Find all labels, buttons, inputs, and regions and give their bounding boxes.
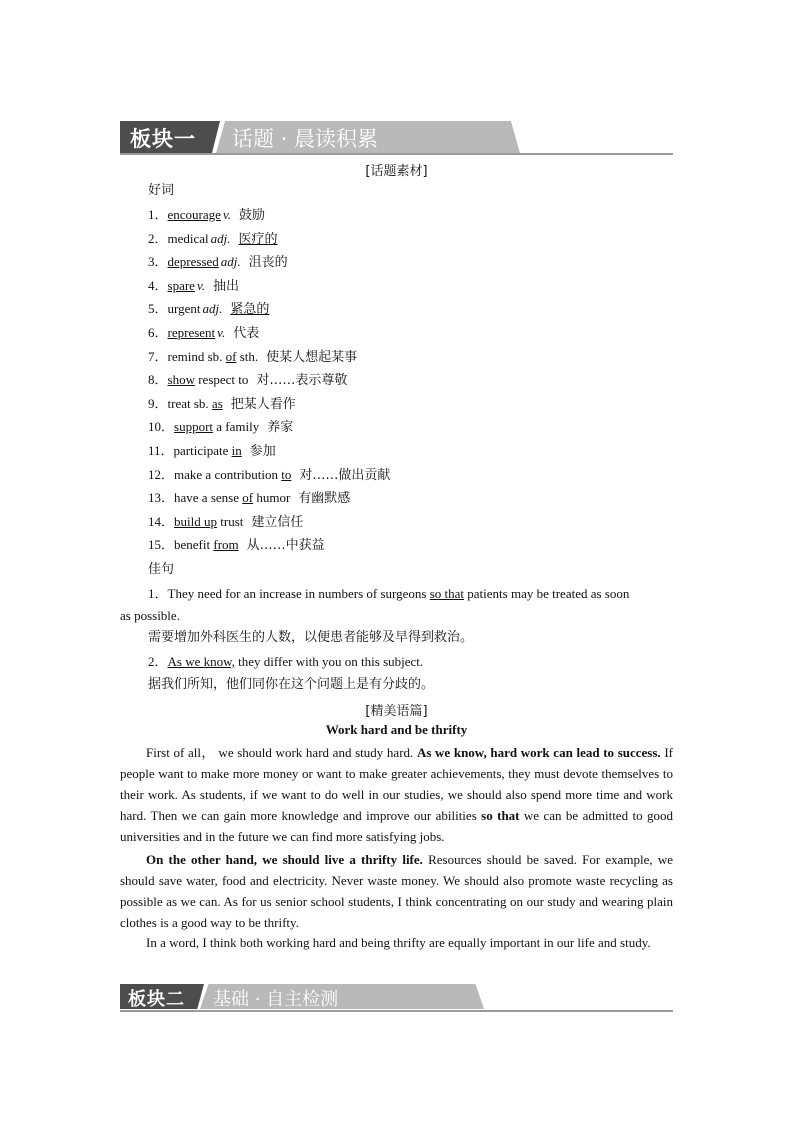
- phrase-text: humor: [253, 490, 291, 506]
- word-number: 9．: [148, 395, 168, 411]
- word-number: 3．: [148, 254, 168, 270]
- phrase-key-word: build up: [174, 513, 217, 529]
- sentence-2-translation: 据我们所知，他们同你在这个问题上是有分歧的。: [148, 677, 435, 692]
- word-chinese: 沮丧的: [248, 255, 288, 271]
- word-english: urgent: [167, 301, 201, 317]
- word-item: [148, 253, 288, 272]
- word-chinese: 鼓励: [239, 208, 266, 223]
- word-english: depressed: [167, 254, 219, 270]
- sentence-1: [148, 585, 673, 603]
- phrase-text: remind sb.: [167, 348, 226, 364]
- word-chinese: 抽出: [213, 278, 240, 294]
- word-item: [148, 300, 269, 319]
- sentence-key-phrase: As we know,: [167, 654, 235, 669]
- essay-text: Resources should be saved. For example, we should save water, food and electricity. Never waste money. We should also promote waste recycling as possible as we can. As for us senior school students, I think concentrating on our study and wearing plain clothes is a good way to be thrifty.: [120, 852, 673, 930]
- essay-text: we can be admitted to good universities and in the future we can find more satisfying jobs.: [120, 808, 673, 844]
- essay-key-phrase: so that: [481, 808, 520, 823]
- sentence-2: [148, 653, 423, 671]
- word-english: medical: [167, 230, 209, 246]
- section-label: 板块一: [130, 127, 196, 151]
- banner-rule: [120, 153, 673, 155]
- phrase-text: respect to: [194, 372, 249, 388]
- essay-paragraph-2: [120, 849, 673, 933]
- sentence-number: 2．: [148, 654, 168, 669]
- word-item: [148, 536, 325, 555]
- word-pos: v.: [217, 325, 226, 340]
- essay-text: If people want to make more money or want to make greater achievements, they must devote themselves to their work. As students, if we want to do well in our studies, we should also spend more time and work hard. Then we can gain more knowledge and improve our abilities: [120, 745, 673, 823]
- sentence-1-cont: as possible.: [120, 608, 180, 623]
- section-banner-2: [120, 984, 673, 1012]
- word-item: [148, 324, 259, 343]
- sentence-text: they differ with you on this subject.: [234, 654, 424, 669]
- word-pos: v.: [196, 277, 206, 293]
- section-banner-1: [120, 121, 673, 155]
- phrase-key-word: to: [281, 466, 292, 482]
- phrase-text: make a contribution: [174, 466, 282, 482]
- word-item: [148, 418, 293, 437]
- word-item: [148, 371, 347, 390]
- word-number: 1．: [148, 207, 168, 222]
- sentence-number: 1．: [148, 586, 168, 601]
- phrase-chinese: 对……做出贡献: [299, 467, 391, 483]
- sentence-1-translation: 需要增加外科医生的人数，以便患者能够及早得到救治。: [148, 630, 474, 645]
- word-number: 8．: [148, 372, 168, 388]
- word-chinese: 代表: [233, 326, 260, 341]
- essay-key-sentence: On the other hand, we should live a thrifty life.: [146, 852, 423, 867]
- phrase-chinese: 把某人看作: [230, 396, 296, 412]
- word-item: [148, 348, 357, 367]
- phrase-text: treat sb.: [167, 395, 212, 411]
- word-number: 2．: [148, 230, 168, 246]
- phrase-chinese: 建立信任: [251, 514, 304, 530]
- word-pos: adj.: [202, 301, 223, 317]
- phrase-chinese: 使某人想起某事: [266, 349, 358, 365]
- sentences-heading: 佳句: [148, 562, 175, 577]
- essay-label: [精美语篇]: [365, 704, 428, 719]
- essay-key-sentence: As we know, hard work can lead to success.: [416, 745, 661, 760]
- phrase-chinese: 对……表示尊敬: [256, 373, 348, 389]
- words-heading: 好词: [148, 183, 175, 198]
- phrase-key-word: of: [242, 490, 254, 506]
- phrase-text: trust: [217, 513, 244, 529]
- phrase-text: a family: [213, 419, 260, 435]
- word-pos: adj.: [210, 230, 231, 246]
- phrase-text: have a sense: [174, 490, 243, 506]
- section-title: 基础 · 自主检测: [213, 989, 339, 1010]
- word-number: 4．: [148, 277, 168, 293]
- word-number: 10．: [148, 419, 175, 435]
- banner-rule: [120, 1010, 673, 1012]
- word-number: 12．: [148, 466, 175, 482]
- word-item: [148, 489, 350, 508]
- sentence-text: They need for an increase in numbers of surgeons: [167, 586, 430, 601]
- word-item: [148, 513, 303, 532]
- word-number: 13．: [148, 490, 175, 506]
- word-number: 5．: [148, 301, 168, 317]
- word-item: [148, 466, 390, 485]
- essay-paragraph-1: [120, 742, 673, 847]
- phrase-text: benefit: [174, 537, 214, 553]
- word-item: [148, 277, 239, 296]
- word-number: 14．: [148, 513, 175, 529]
- section-label: 板块二: [128, 989, 185, 1010]
- word-chinese: 紧急的: [230, 302, 270, 318]
- phrase-key-word: as: [211, 395, 223, 411]
- phrase-key-word: show: [167, 372, 195, 388]
- sentence-text: patients may be treated as soon: [464, 586, 630, 601]
- word-pos: v.: [222, 207, 231, 222]
- phrase-text: participate: [173, 443, 232, 458]
- phrase-key-word: from: [213, 537, 239, 553]
- materials-label: [话题素材]: [365, 164, 428, 179]
- phrase-chinese: 养家: [267, 420, 294, 436]
- essay-title: Work hard and be thrifty: [325, 722, 468, 737]
- sentence-key-phrase: so that: [429, 586, 465, 601]
- phrase-key-word: in: [231, 443, 242, 458]
- word-number: 6．: [148, 325, 168, 340]
- phrase-key-word: support: [174, 419, 214, 435]
- word-item: [148, 230, 278, 249]
- word-item: [148, 395, 296, 414]
- word-item: [148, 442, 276, 461]
- essay-text: First of all， we should work hard and study hard.: [146, 745, 417, 760]
- phrase-chinese: 参加: [249, 444, 276, 459]
- phrase-chinese: 从……中获益: [246, 538, 325, 554]
- word-number: 11．: [148, 443, 174, 458]
- word-chinese: 医疗的: [238, 231, 278, 247]
- word-item: [148, 206, 265, 225]
- phrase-text: sth.: [236, 348, 259, 364]
- word-pos: adj.: [220, 254, 241, 270]
- phrase-key-word: of: [225, 348, 237, 364]
- word-number: 15．: [148, 537, 175, 553]
- word-number: 7．: [148, 348, 168, 364]
- essay-paragraph-3: In a word, I think both working hard and being thrifty are equally important in our life and study.: [146, 935, 651, 950]
- phrase-chinese: 有幽默感: [298, 491, 351, 507]
- word-english: represent: [167, 325, 216, 340]
- word-english: spare: [167, 277, 195, 293]
- section-title: 话题 · 晨读积累: [232, 127, 379, 151]
- word-english: encourage: [167, 207, 221, 222]
